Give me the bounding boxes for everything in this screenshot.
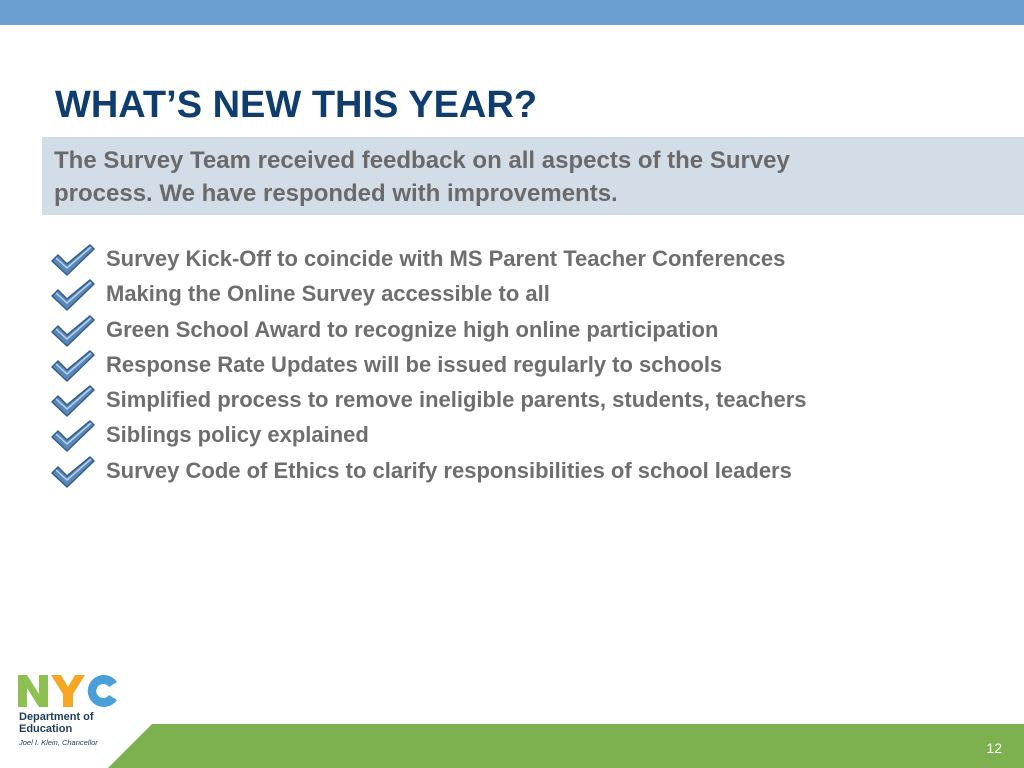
checkmark-icon	[50, 278, 96, 312]
callout-line-1: The Survey Team received feedback on all aspects of the Survey	[54, 147, 790, 174]
slide-title: WHAT’S NEW THIS YEAR?	[55, 84, 538, 126]
list-item-text: Siblings policy explained	[106, 422, 369, 448]
list-item-text: Response Rate Updates will be issued regularly to schools	[106, 351, 723, 377]
nyc-wordmark-logo	[18, 674, 118, 708]
list-item-text: Green School Award to recognize high online participation	[106, 316, 719, 342]
list-item-text: Survey Code of Ethics to clarify responsibilities of school leaders	[106, 457, 792, 483]
callout-line-2: process. We have responded with improvements.	[54, 180, 618, 207]
page-number: 12	[986, 740, 1002, 756]
list-item-text: Making the Online Survey accessible to all	[106, 281, 550, 307]
checkmark-icon	[50, 243, 96, 277]
list-item-text: Survey Kick-Off to coincide with MS Parent Teacher Conferences	[106, 246, 786, 271]
checkmark-icon	[50, 384, 96, 418]
checkmark-icon	[50, 419, 96, 453]
checkmark-icon	[50, 349, 96, 383]
checkmark-icon	[50, 455, 96, 489]
chancellor-name: Joel I. Klein, Chancellor	[19, 738, 98, 747]
top-banner-bar	[0, 0, 1024, 25]
list-item-text: Simplified process to remove ineligible parents, students, teachers	[106, 387, 807, 413]
department-name: Department of Education	[19, 711, 94, 735]
callout-box	[42, 137, 1024, 215]
footer-band	[0, 724, 1024, 768]
checkmark-icon	[50, 314, 96, 348]
